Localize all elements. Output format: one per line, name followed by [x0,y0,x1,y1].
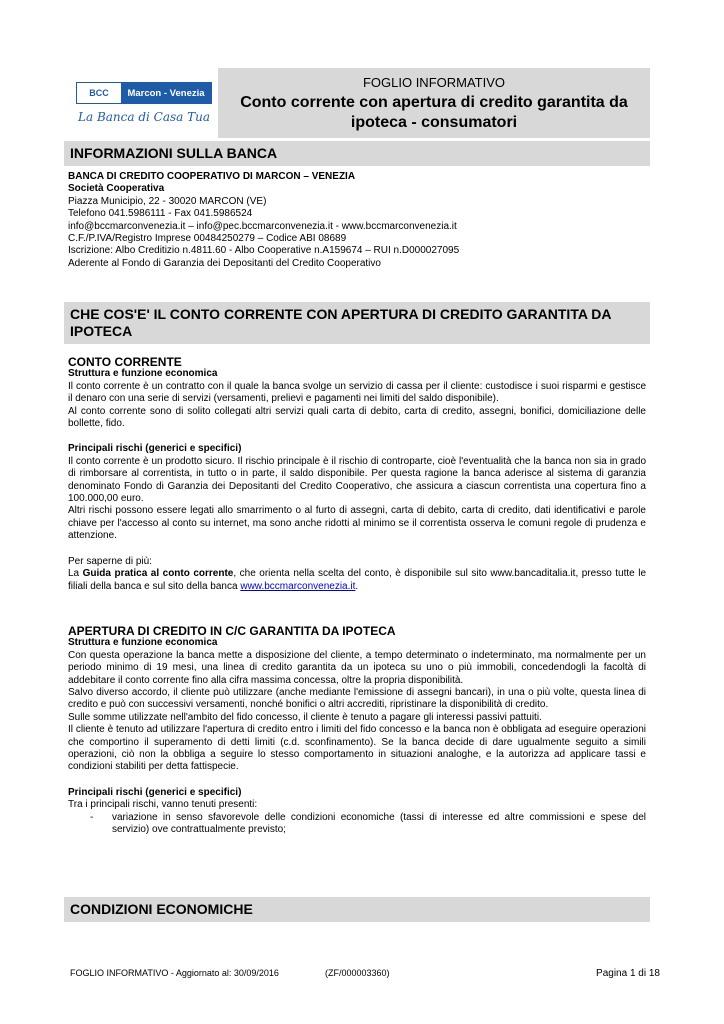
bank-fund: Aderente al Fondo di Garanzia dei Depositanti del Credito Cooperativo [68,257,381,269]
logo-bcc: BCC [89,88,109,98]
conto-paragraph-1: Il conto corrente è un contratto con il quale la banca svolge un servizio di cassa per il cliente: custodisce i suoi risparmi e gestisce il denaro con una serie di servizi (versamenti, prelievi e pagamenti nei limiti del saldo disponibile). [68,380,646,405]
apertura-struct-label: Struttura e funzione economica [68,637,218,649]
apertura-paragraph-3: Sulle somme utilizzate nell'ambito del fido concesso, il cliente è tenuto a pagare gli interessi passivi pattuiti. [68,711,542,723]
logo-tagline: La Banca di Casa Tua [78,110,211,124]
bank-info-block [68,171,646,270]
conto-risk-paragraph-2: Altri rischi possono essere legati allo smarrimento o al furto di assegni, carta di debito, carta di credito, dati identificativi e parole chiave per l'accesso al conto su internet, ma sono anche ridotti al minimo se il correntista osserva le comuni regole di prudenza e attenzione. [68,505,646,542]
list-item [68,812,646,837]
section-heading-conditions: CONDIZIONI ECONOMICHE [64,897,650,922]
apertura-paragraph-1: Con questa operazione la banca mette a disposizione del cliente, a tempo determinato o indeterminato, ma normalmente per un periodo minimo di 19 mesi, una linea di credito garantita da un ipoteca su uno o più immobili, concedendogli la facoltà di addebitare il conto corrente fino alla cifra massima concessa, oltre la propria disponibilità. [68,649,646,686]
more-info-pre: La [68,568,83,580]
bank-website-link[interactable]: www.bccmarconvenezia.it [240,580,356,592]
section-heading-what-is: CHE COS'E' IL CONTO CORRENTE CON APERTURA DI CREDITO GARANTITA DA IPOTECA [64,302,650,344]
conto-corrente-heading: CONTO CORRENTE [68,355,182,369]
section-heading-bank-info: INFORMAZIONI SULLA BANCA [64,141,650,166]
conto-risk-paragraph-1: Il conto corrente è un prodotto sicuro. Il rischio principale è il rischio di controparte, cioè l'eventualità che la banca non sia in grado di rimborsare al correntista, in tutto o in parte, il saldo disponibile. Per questa ragione la banca aderisce al sistema di garanzia denominato Fondo di Garanzia dei Depositanti del Credito Cooperativo, che assicura a ciascun correntista una copertura fino a 100.000,00 euro. [68,455,646,505]
more-info-text: , che orienta nella scelta del conto, è disponibile sul sito www.bancaditalia.it, presso tutte le filiali della banca e sul sito della banca [68,568,647,592]
bank-registers: Iscrizione: Albo Creditizio n.4811.60 - Albo Cooperative n.A159674 – RUI n.D000027095 [68,245,460,257]
bank-name: BANCA DI CREDITO COOPERATIVO DI MARCON – VENEZIA [68,171,356,182]
footer-code: (ZF/000003360) [325,968,390,978]
bank-address: Piazza Municipio, 22 - 30020 MARCON (VE) [68,195,267,207]
logo-banner [76,82,212,104]
conto-paragraph-2: Al conto corrente sono di solito collegati altri servizi quali carta di debito, carta di credito, assegni, bonifici, domiciliazione delle bollette, fido. [68,405,646,430]
conto-risk-label: Principali rischi (generici e specifici) [68,443,242,455]
guide-title: Guida pratica al conto corrente [82,568,234,580]
more-info-label: Per saperne di più: [68,555,152,567]
apertura-risk-bullet-1: variazione in senso sfavorevole delle condizioni economiche (tassi di interesse ed altre commissioni e spese del servizio) ove contrattualmente previsto; [112,811,646,836]
apertura-paragraph-4: Il cliente è tenuto ad utilizzare l'apertura di credito entro i limiti del fido concesso e la banca non è obbligata ad eseguire operazioni che comportino il superamento di detti limiti (c.d. sconfinamento). Se la banca decide di dare ugualmente seguito a simili operazioni, ciò non la obbliga a seguire lo stesso comportamento in situazioni analoghe, e la autorizza ad applicare tassi e condizioni stabiliti per detta fattispecie. [68,724,646,773]
bank-logo [70,72,216,134]
footer-page-number: Pagina 1 di 18 [596,968,660,979]
conto-corrente-block [68,356,646,593]
bank-emails: info@bccmarconvenezia.it – info@pec.bccmarconvenezia.it - www.bccmarconvenezia.it [68,220,457,232]
footer-updated: FOGLIO INFORMATIVO - Aggiornato al: 30/09/2016 [70,968,279,978]
apertura-block [68,625,646,837]
bullet-dash: - [90,811,94,823]
document-title: Conto corrente con apertura di credito garantita da ipoteca - consumatori [240,94,628,131]
conto-struct-label: Struttura e funzione economica [68,368,218,380]
bank-phone: Telefono 041.5986111 - Fax 041.5986524 [68,208,253,220]
apertura-risk-label: Principali rischi (generici e specifici) [68,786,242,798]
apertura-paragraph-2: Salvo diverso accordo, il cliente può utilizzare (anche mediante l'emissione di assegni bancari), in una o più volte, questa linea di credito e può con successivi versamenti, nonché bonifici o altri accrediti, ripristinare la disponibilità di credito. [68,687,646,711]
bank-type: Società Cooperativa [68,183,165,195]
more-info-paragraph [68,568,646,593]
bank-tax: C.F./P.IVA/Registro Imprese 00484250279 – Codice ABI 08689 [68,233,347,245]
apertura-risk-intro: Tra i principali rischi, vanno tenuti presenti: [68,799,258,811]
document-header [218,68,650,138]
logo-place: Marcon - Venezia [121,83,211,103]
more-info-end: . [355,580,359,592]
document-type: FOGLIO INFORMATIVO [362,75,506,90]
apertura-heading: APERTURA DI CREDITO IN C/C GARANTITA DA IPOTECA [68,624,396,638]
